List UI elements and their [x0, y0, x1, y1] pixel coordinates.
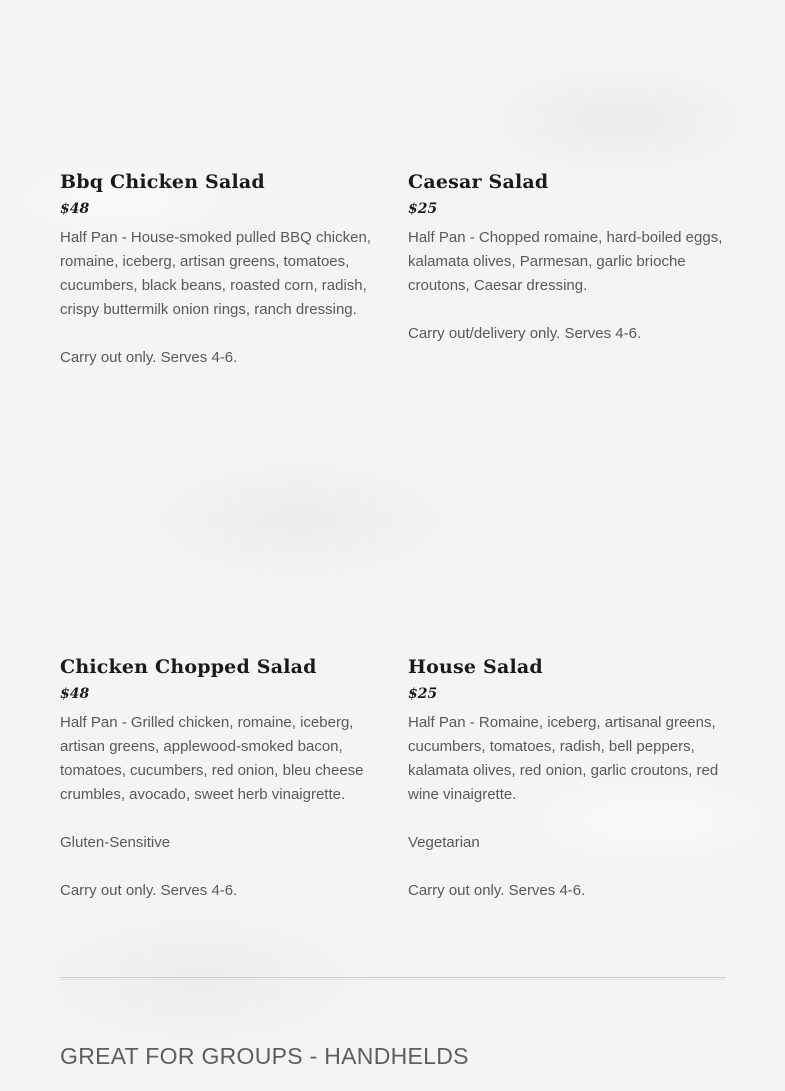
item-note-serving: Carry out only. Serves 4-6. — [60, 349, 238, 366]
item-name[interactable]: Bbq Chicken Salad — [60, 171, 265, 193]
item-price: $25 — [408, 686, 438, 702]
item-description: Half Pan - Chopped romaine, hard-boiled eggs, kalamata olives, Parmesan, garlic brioche croutons, Caesar dressing. — [408, 229, 723, 294]
item-description: Half Pan - Grilled chicken, romaine, iceberg, artisan greens, applewood-smoked bacon, tomatoes, cucumbers, red onion, bleu cheese crumbles, avocado, sweet herb vinaigrette. — [60, 714, 364, 803]
menu-item-house-salad[interactable] — [408, 653, 726, 903]
menu-item-bbq-chicken-salad[interactable] — [60, 168, 378, 370]
menu-page — [60, 0, 725, 1091]
section-divider — [60, 977, 725, 980]
menu-item-caesar-salad[interactable] — [408, 168, 726, 346]
section-heading: GREAT FOR GROUPS - HANDHELDS — [60, 1043, 469, 1069]
item-name[interactable]: Caesar Salad — [408, 171, 549, 193]
item-note-dietary: Gluten-Sensitive — [60, 834, 171, 851]
item-description: Half Pan - House-smoked pulled BBQ chicken, romaine, iceberg, artisan greens, tomatoes, cucumbers, black beans, roasted corn, radish, crispy buttermilk onion rings, ranch dressing. — [60, 229, 371, 318]
item-note-serving: Carry out only. Serves 4-6. — [408, 882, 586, 899]
item-note-serving: Carry out only. Serves 4-6. — [60, 882, 238, 899]
item-note-serving: Carry out/delivery only. Serves 4-6. — [408, 325, 642, 342]
item-name[interactable]: House Salad — [408, 656, 543, 678]
item-description: Half Pan - Romaine, iceberg, artisanal greens, cucumbers, tomatoes, radish, bell peppers, kalamata olives, red onion, garlic croutons, red wine vinaigrette. — [408, 714, 719, 803]
item-price: $48 — [60, 686, 90, 702]
item-name[interactable]: Chicken Chopped Salad — [60, 656, 317, 678]
item-price: $25 — [408, 201, 438, 217]
item-price: $48 — [60, 201, 90, 217]
menu-item-chicken-chopped-salad[interactable] — [60, 653, 378, 903]
item-note-dietary: Vegetarian — [408, 834, 480, 851]
